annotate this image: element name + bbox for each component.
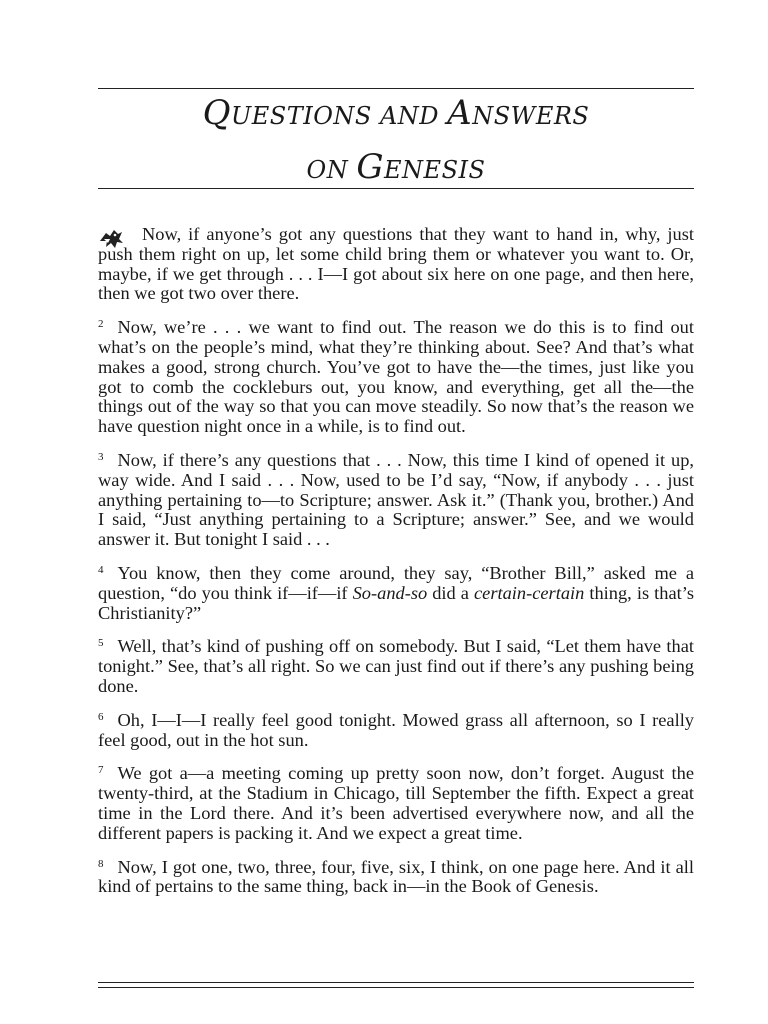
paragraph-number: 7 xyxy=(98,764,104,777)
paragraph-8 xyxy=(98,855,694,898)
paragraph-4 xyxy=(98,561,694,623)
paragraph-text: Now, I got one, two, three, four, five, six, I think, on one page here. And it all kind of pertains to the same thing, back in—in the Book of Genesis. xyxy=(98,856,694,897)
paragraph-text: You know, then they come around, they say, “Brother Bill,” asked me a question, “do you think if—if—if xyxy=(98,562,694,603)
title-initial-q: Q xyxy=(202,93,232,133)
paragraph-number: 3 xyxy=(98,450,104,463)
paragraph-text: We got a—a meeting coming up pretty soon now, don’t forget. August the twenty-third, at the Stadium in Chicago, till September the fifth. Expect a great time in the Lord there. And it’s been advertised everywhere now, and all the different papers is packing it. And we expect a great time. xyxy=(98,763,694,843)
paragraph-text: Oh, I—I—I really feel good tonight. Mowed grass all afternoon, so I really feel good, out in the hot sun. xyxy=(98,709,694,750)
title-bottom-rule xyxy=(98,188,694,189)
paragraph-text: Now, we’re . . . we want to find out. The reason we do this is to find out what’s on the people’s mind, what they’re thinking about. See? And that’s what makes a good, strong church. You’ve got to have the—the times, just like you got to comb the cockleburs out, you know, and everything, get all the—the things out of the way so that you can move steadily. So now that’s the reason we have question night once in a while, is to find out. xyxy=(98,317,694,437)
paragraph-text: did a xyxy=(427,582,475,603)
paragraph-number: 5 xyxy=(98,637,104,650)
title-initial-a: A xyxy=(447,93,473,133)
paragraph-text: Well, that’s kind of pushing off on somebody. But I said, “Let them have that tonight.” See, that’s all right. So we can just find out if there’s any pushing being done. xyxy=(98,636,694,696)
title-top-rule xyxy=(98,88,694,89)
paragraph-number: 4 xyxy=(98,563,104,576)
page-title-line-2 xyxy=(98,147,694,187)
paragraph-6 xyxy=(98,708,694,751)
eagle-emblem-icon xyxy=(98,227,124,251)
italic-so-and-so: So-and-so xyxy=(352,582,428,603)
document-body xyxy=(98,225,694,908)
italic-certain-certain: certain-certain xyxy=(474,582,585,603)
paragraph-number: 2 xyxy=(98,318,104,331)
title-word-on: ON xyxy=(306,156,357,184)
paragraph-5 xyxy=(98,634,694,696)
title-initial-g: G xyxy=(356,147,385,187)
paragraph-text: Now, if there’s any questions that . . . Now, this time I kind of opened it up, way wide. And I said . . . Now, used to be I’d say, “Now, if anybody . . . just anything pertaining to—to Scripture; answer. Ask it.” (Thank you, brother.) And I said, “Just anything pertaining to a Scripture; answer.” See, and we would answer it. But tonight I said . . . xyxy=(98,449,694,550)
paragraph-3 xyxy=(98,448,694,550)
paragraph-2 xyxy=(98,315,694,437)
paragraph-1 xyxy=(98,225,694,304)
title-word-genesis: ENESIS xyxy=(384,156,486,184)
paragraph-number: 6 xyxy=(98,710,104,723)
paragraph-text: thing, is that’s Christianity?” xyxy=(98,582,694,623)
page-title-line-1 xyxy=(98,93,694,133)
paragraph-7 xyxy=(98,761,694,843)
footer-rule-upper xyxy=(98,982,694,983)
title-word-questions-and: UESTIONS AND xyxy=(231,102,448,130)
title-word-answers: NSWERS xyxy=(472,102,590,130)
paragraph-number: 8 xyxy=(98,857,104,870)
footer-rule-lower xyxy=(98,987,694,988)
paragraph-text: Now, if anyone’s got any questions that they want to hand in, why, just push them right on up, let some child bring them or whatever you want to. Or, maybe, if we get through . . . I—I got about six here on one page, and then here, then we got two over there. xyxy=(98,224,694,304)
